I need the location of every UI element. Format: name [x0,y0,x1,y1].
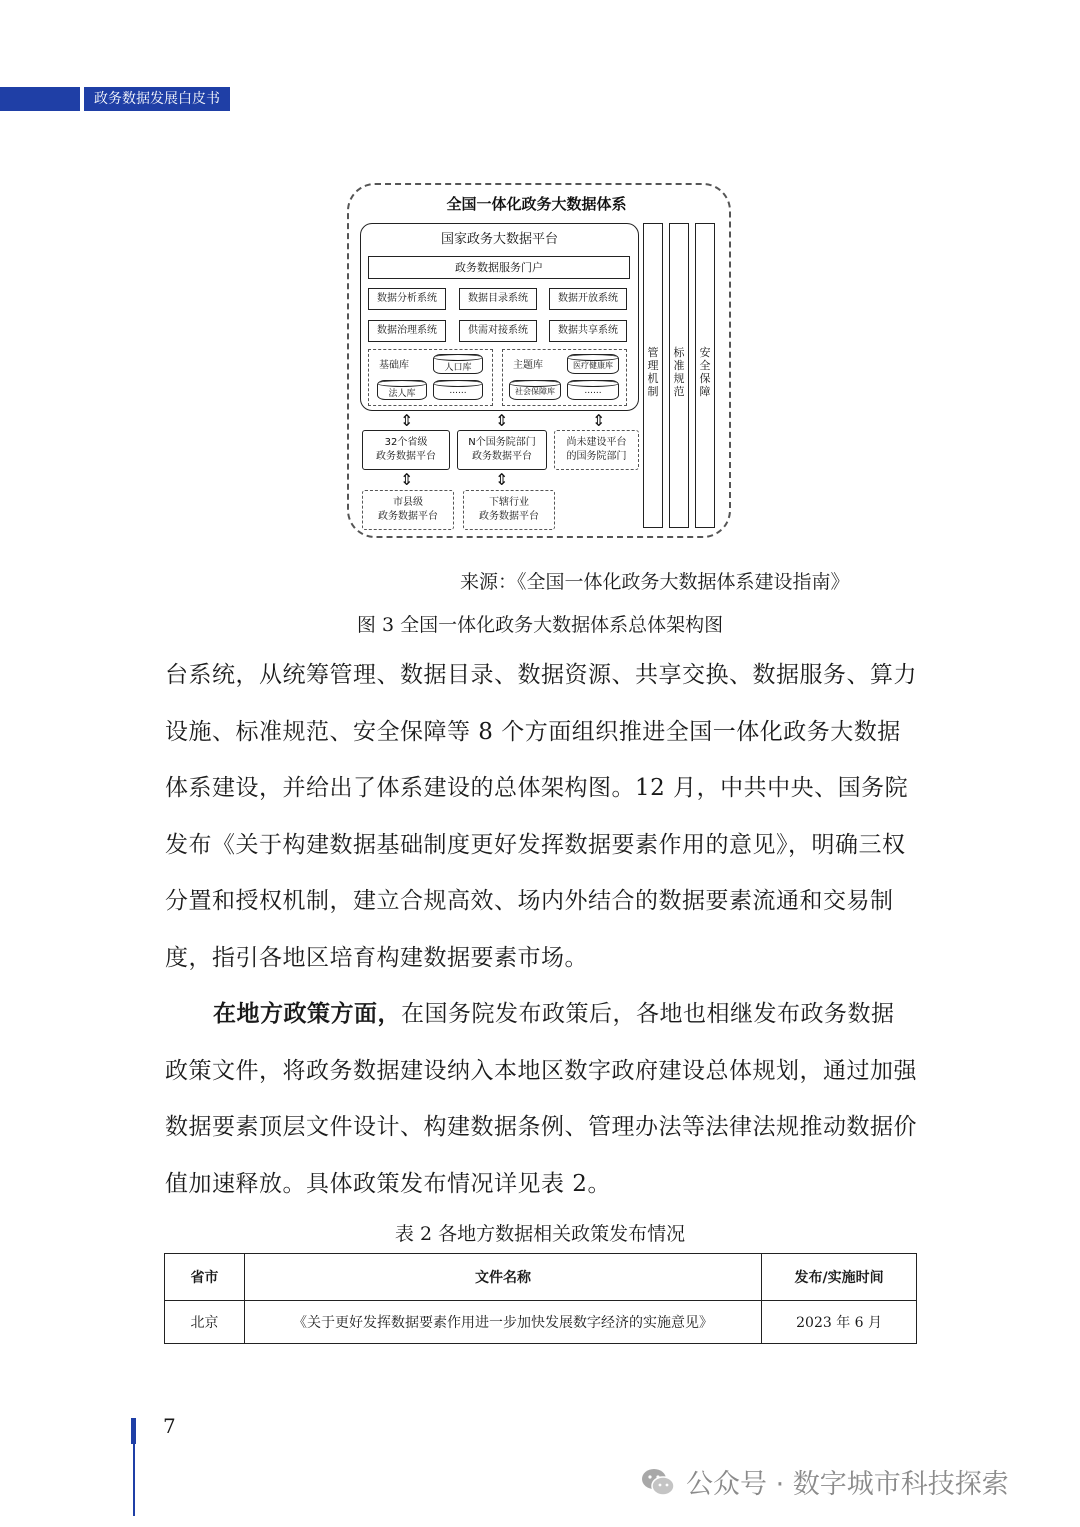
page-marker-bar [131,1418,136,1444]
platform-title: 国家政务大数据平台 [440,232,558,247]
updown-arrow-icon: ⇕ [495,470,509,489]
body-paragraph [165,986,917,1212]
column-label: 安全保障 [699,346,711,398]
theme-library [502,349,627,406]
system-box: 供需对接系统 [459,320,537,342]
population-db-icon [433,354,483,374]
page-number: 7 [163,1414,176,1438]
architecture-diagram [347,183,731,538]
more-db-icon [433,380,483,400]
updown-arrow-icon: ⇕ [400,470,414,489]
diagram-title: 全国一体化政务大数据体系 [446,195,627,213]
column-label: 标准规范 [673,346,685,398]
figure-source: 来源：《全国一体化政务大数据体系建设指南》 [460,571,850,593]
management-column [643,223,663,528]
industry-platform-box: 下辖行业 政务数据平台 [463,490,555,530]
basic-library-title: 基础库 [379,360,409,371]
provincial-platform-box: 32个省级 政务数据平台 [362,430,450,470]
header-label: 政务数据发展白皮书 [84,87,230,111]
legal-entity-db-icon [377,380,427,400]
table-header-row [165,1254,917,1301]
table-row [165,1301,917,1344]
basic-library [368,349,493,406]
social-security-db-icon [509,380,561,400]
table-cell: 《关于更好发挥数据要素作用进一步加快发展数字经济的实施意见》 [244,1301,761,1344]
db-label: ...... [584,386,602,396]
body-paragraph: 台系统，从统筹管理、数据目录、数据资源、共享交换、数据服务、算力设施、标准规范、安全保障等 8 个方面组织推进全国一体化政务大数据体系建设，并给出了体系建设的总体架构图。12 月，中共中央、国务院发布《关于构建数据基础制度更好发挥数据要素作用的意见》，明确三权分置和授权机制，建立合规高效、场内外结合的数据要素流通和交易制度，指引各地区培育构建数据要素市场。 [165,662,917,971]
table-cell: 北京 [165,1301,245,1344]
figure-caption: 图 3 全国一体化政务大数据体系总体架构图 [356,614,724,636]
paragraph-body: 在国务院发布政策后，各地也相继发布政务数据政策文件，将政务数据建设纳入本地区数字政府建设总体规划，通过加强数据要素顶层文件设计、构建数据条例、管理办法等法律法规推动数据价值加速释放。具体政策发布情况详见表 2。 [165,1001,917,1197]
table-cell: 2023 年 6 月 [762,1301,917,1344]
wechat-icon [640,1467,676,1497]
table-header: 省市 [165,1254,245,1301]
db-label: 法人库 [388,389,416,399]
security-column [695,223,715,528]
system-box: 数据治理系统 [368,320,446,342]
policy-table [164,1253,917,1344]
theme-library-title: 主题库 [513,360,543,371]
watermark [640,1462,1009,1501]
db-label: 医疗健康库 [573,361,613,370]
health-db-icon [567,354,619,374]
city-county-platform-box: 市县级 政务数据平台 [362,490,454,530]
table-caption: 表 2 各地方数据相关政策发布情况 [394,1223,686,1245]
table-header: 文件名称 [244,1254,761,1301]
db-label: 人口库 [444,363,472,373]
db-label: 社会保障库 [515,387,555,396]
table-header: 发布/实施时间 [762,1254,917,1301]
system-box: 数据分析系统 [368,288,446,310]
watermark-text: 公众号 · 数字城市科技探索 [686,1469,1009,1500]
paragraph-lead: 在地方政策方面， [213,1001,401,1027]
db-label: ...... [449,386,467,396]
page-marker-line [133,1444,135,1516]
service-portal: 政务数据服务门户 [368,256,630,279]
unbuilt-ministry-box: 尚未建设平台 的国务院部门 [554,430,639,470]
national-platform [360,223,639,411]
standards-column [669,223,689,528]
header-accent-block [0,87,80,111]
updown-arrow-icon: ⇕ [400,411,414,430]
system-box: 数据目录系统 [459,288,537,310]
column-label: 管理机制 [647,346,659,398]
ministry-platform-box: N个国务院部门 政务数据平台 [457,430,547,470]
updown-arrow-icon: ⇕ [495,411,509,430]
updown-arrow-icon: ⇕ [592,411,606,430]
system-box: 数据开放系统 [549,288,627,310]
more-db-icon [567,380,619,400]
system-box: 数据共享系统 [549,320,627,342]
